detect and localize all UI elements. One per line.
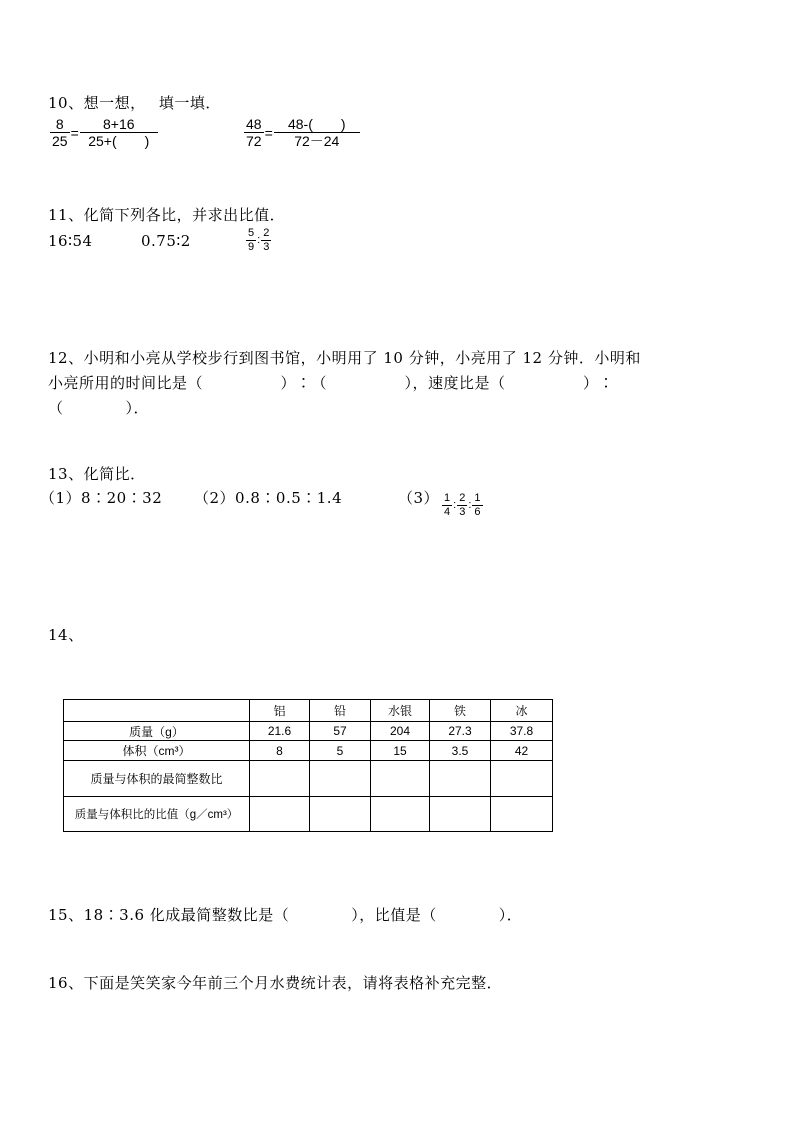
q10-eq1-left-fraction <box>50 116 70 149</box>
table-row-mass <box>64 722 553 741</box>
fraction-denominator: 9 <box>248 240 255 253</box>
q10-eq2-right-fraction <box>274 116 360 149</box>
answer-cell <box>371 761 430 797</box>
q15-text: 15、18∶3.6 化成最简整数比是（ ），比值是（ ）． <box>48 906 523 924</box>
fraction-numerator: 48 <box>246 116 262 132</box>
fraction-denominator: 25+( ) <box>88 133 150 150</box>
header-iron: 铁 <box>430 700 491 722</box>
q13-part-3-label: （3） <box>398 489 440 507</box>
fraction-numerator: 48-( ) <box>274 116 360 133</box>
table-cell: 27.3 <box>430 722 491 741</box>
q13-fraction-2 <box>457 492 467 518</box>
row-label-ratio: 质量与体积的最简整数比 <box>64 761 250 797</box>
fraction-numerator: 8 <box>50 116 70 133</box>
q12-line-3: （ ）． <box>48 399 150 417</box>
fraction-numerator: 2 <box>263 227 270 239</box>
answer-cell <box>430 761 491 797</box>
answer-cell <box>430 797 491 832</box>
q10-eq1-right-fraction <box>80 116 158 149</box>
q11-item-1: 16∶54 <box>48 232 93 250</box>
q10-title: 10、想一想， 填一填． <box>48 94 221 112</box>
q10-equation-1 <box>50 116 158 149</box>
row-label-mass: 质量（g） <box>64 722 250 741</box>
equals-sign: = <box>70 124 79 141</box>
answer-cell <box>371 797 430 832</box>
table-cell: 8 <box>250 741 310 761</box>
q11-item-3 <box>246 227 271 253</box>
density-table <box>63 699 553 832</box>
fraction-denominator: 6 <box>474 505 481 518</box>
table-cell: 37.8 <box>491 722 553 741</box>
answer-cell <box>250 761 310 797</box>
q13-fraction-3 <box>472 492 482 518</box>
fraction-numerator: 5 <box>248 227 255 239</box>
answer-cell <box>491 761 553 797</box>
table-row-volume <box>64 741 553 761</box>
q12-line-2: 小亮所用的时间比是（ ）∶（ ），速度比是（ ）∶ <box>48 374 615 392</box>
header-ice: 冰 <box>491 700 553 722</box>
fraction-denominator: 25 <box>52 133 68 150</box>
fraction-denominator: 3 <box>459 505 466 518</box>
q13-part-2: （2）0.8∶0.5∶1.4 <box>194 489 343 507</box>
answer-cell <box>310 797 371 832</box>
table-row-value <box>64 797 553 832</box>
ratio-colon: : <box>468 499 472 512</box>
fraction-denominator: 72－24 <box>294 133 340 150</box>
q13-part-1: （1）8∶20∶32 <box>40 489 163 507</box>
ratio-colon: : <box>453 499 457 512</box>
table-cell: 5 <box>310 741 371 761</box>
q10-equation-2 <box>244 116 360 149</box>
q13-title: 13、化简比． <box>48 465 146 483</box>
row-label-value: 质量与体积比的比值（g／cm³） <box>64 797 250 832</box>
q16-text: 16、下面是笑笑家今年前三个月水费统计表，请将表格补充完整． <box>48 974 503 992</box>
q14-label: 14、 <box>48 626 84 644</box>
table-cell: 3.5 <box>430 741 491 761</box>
q13-fraction-1 <box>442 492 452 518</box>
fraction-denominator: 72 <box>246 133 262 150</box>
table-row-ratio <box>64 761 553 797</box>
header-mercury: 水银 <box>371 700 430 722</box>
q11-title: 11、化简下列各比，并求出比值． <box>48 206 286 224</box>
fraction-numerator: 2 <box>459 492 466 504</box>
table-cell: 204 <box>371 722 430 741</box>
q13-part-3 <box>442 492 483 518</box>
fraction-denominator: 4 <box>444 505 451 518</box>
header-lead: 铅 <box>310 700 371 722</box>
equals-sign: = <box>264 124 273 141</box>
fraction-denominator: 3 <box>263 240 270 253</box>
q12-line-1: 12、小明和小亮从学校步行到图书馆，小明用了 10 分钟，小亮用了 12 分钟．小明和 <box>48 349 641 367</box>
fraction-numerator: 8+16 <box>80 116 158 133</box>
q11-fraction-a <box>246 227 256 253</box>
q11-fraction-b <box>261 227 271 253</box>
fraction-numerator: 1 <box>474 492 481 504</box>
table-header-row <box>64 700 553 722</box>
table-cell: 15 <box>371 741 430 761</box>
answer-cell <box>310 761 371 797</box>
q11-item-2: 0.75∶2 <box>141 232 191 250</box>
ratio-colon: : <box>257 234 261 247</box>
q10-eq2-left-fraction <box>244 116 264 149</box>
table-cell: 42 <box>491 741 553 761</box>
table-corner-cell <box>64 700 250 722</box>
header-aluminum: 铝 <box>250 700 310 722</box>
table-cell: 57 <box>310 722 371 741</box>
answer-cell <box>250 797 310 832</box>
table-cell: 21.6 <box>250 722 310 741</box>
row-label-volume: 体积（cm³） <box>64 741 250 761</box>
answer-cell <box>491 797 553 832</box>
fraction-numerator: 1 <box>444 492 451 504</box>
